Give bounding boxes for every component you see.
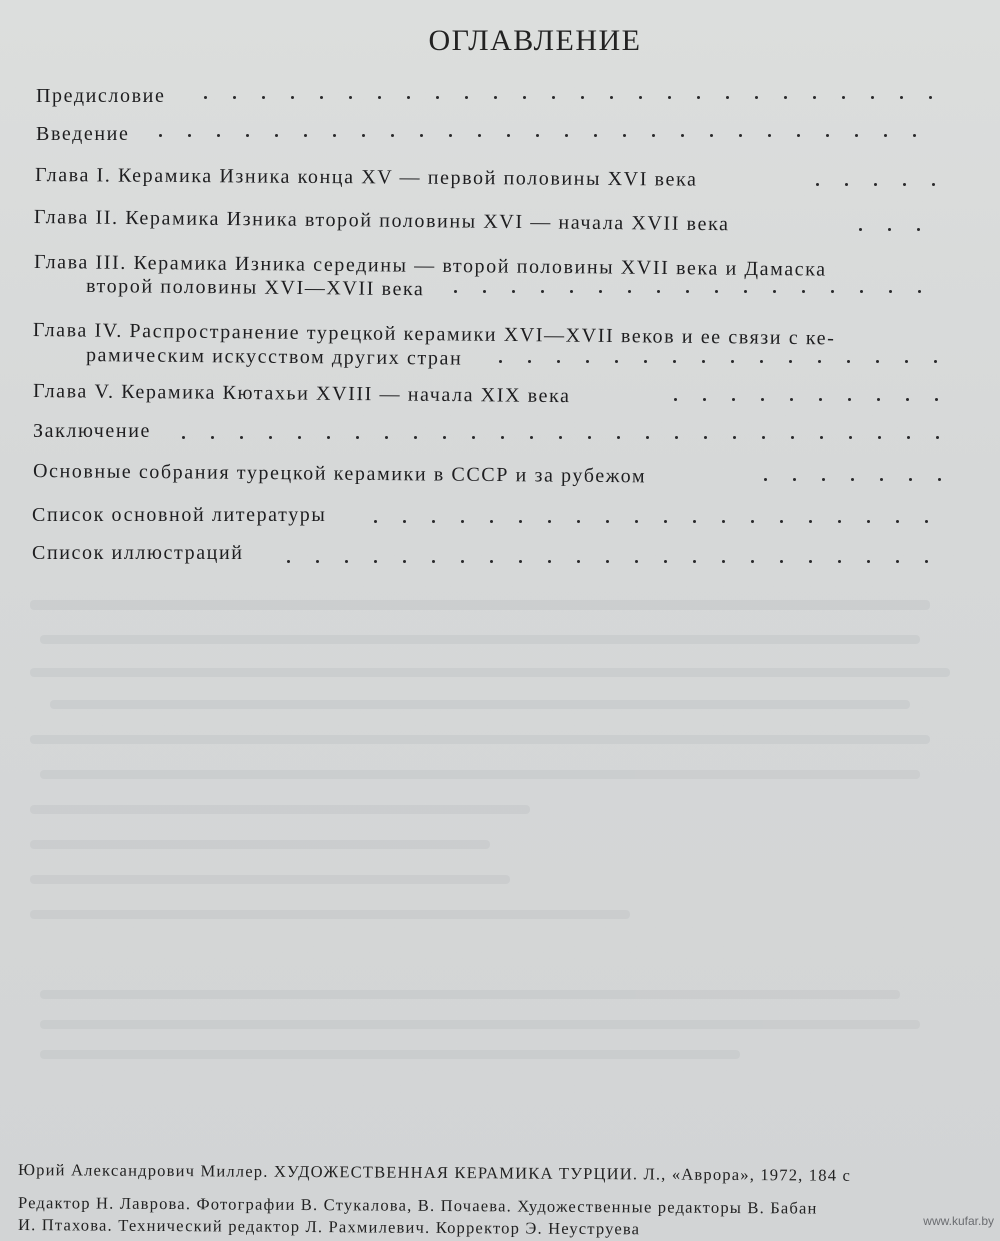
- toc-leader-dots: [155, 134, 965, 138]
- toc-leader-dots: [670, 398, 965, 402]
- site-watermark: www.kufar.by: [923, 1214, 994, 1228]
- toc-leader-dots: [200, 96, 960, 100]
- toc-entry-chapter-4-cont: рамическим искусством других стран: [85, 344, 463, 370]
- toc-leader-dots: [855, 228, 965, 232]
- toc-entry-chapter-2: Глава II. Керамика Изника второй половины XVI — начала XVII века: [33, 206, 730, 236]
- colophon-line-2: Редактор Н. Лаврова. Фотографии В. Стукалова, В. Почаева. Художественные редакторы В. Бабан: [17, 1193, 818, 1218]
- toc-entry-chapter-4: Глава IV. Распространение турецкой керамики XVI—XVII веков и ее связи с ке-: [32, 319, 836, 350]
- toc-entry-chapter-3: Глава III. Керамика Изника середины — второй половины XVII века и Дамаска: [33, 251, 827, 281]
- page-title: ОГЛАВЛЕНИЕ: [428, 24, 642, 57]
- toc-entry-chapter-3-cont: второй половины XVI—XVII века: [85, 275, 425, 301]
- toc-leader-dots: [812, 183, 962, 187]
- colophon-line-1: Юрий Александрович Миллер. ХУДОЖЕСТВЕННАЯ КЕРАМИКА ТУРЦИИ. Л., «Аврора», 1972, 184 с: [17, 1160, 852, 1185]
- toc-leader-dots: [495, 360, 965, 364]
- toc-leader-dots: [450, 290, 965, 294]
- toc-entry-bibliography: Список основной литературы: [32, 504, 327, 526]
- colophon-line-3: И. Птахова. Технический редактор Л. Рахмилевич. Корректор Э. Неуструева: [17, 1215, 641, 1239]
- toc-leader-dots: [178, 436, 965, 440]
- toc-leader-dots: [760, 478, 965, 482]
- toc-entry-chapter-5: Глава V. Керамика Кютахьи XVIII — начала XIX века: [32, 380, 571, 408]
- toc-entry-introduction: Введение: [36, 123, 130, 145]
- toc-entry-preface: Предисловие: [36, 85, 166, 107]
- toc-entry-collections: Основные собрания турецкой керамики в СССР и за рубежом: [32, 460, 647, 488]
- toc-entry-conclusion: Заключение: [33, 420, 151, 442]
- toc-entry-chapter-1: Глава I. Керамика Изника конца XV — первой половины XVI века: [34, 164, 698, 191]
- toc-entry-illustrations: Список иллюстраций: [32, 542, 244, 564]
- toc-leader-dots: [283, 560, 965, 564]
- toc-leader-dots: [370, 520, 965, 524]
